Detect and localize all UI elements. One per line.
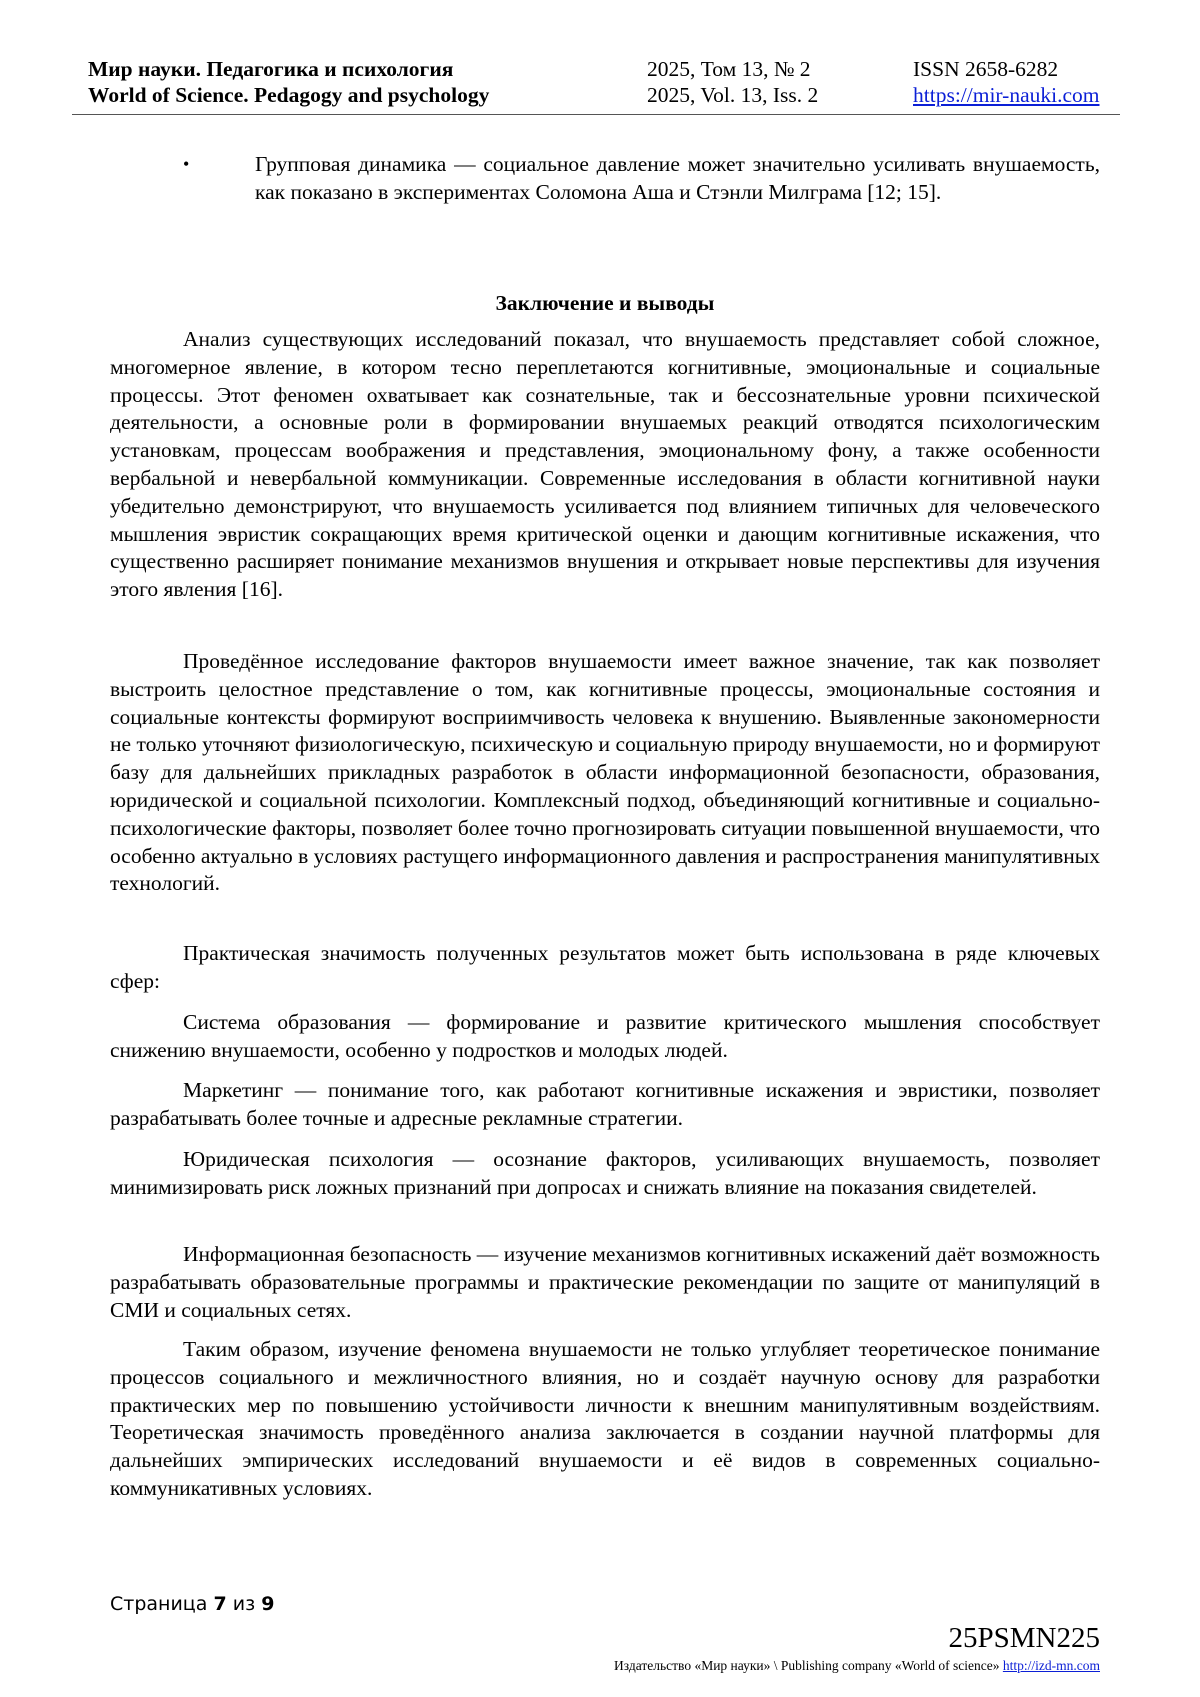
- issn: ISSN 2658-6282: [913, 57, 1059, 81]
- paragraph-education: Система образования — формирование и развитие критического мышления способствует снижению внушаемости, особенно у подростков и молодых людей.: [110, 1010, 1100, 1062]
- paragraph-practical-intro: Практическая значимость полученных результатов может быть использована в ряде ключевых сфер:: [110, 941, 1100, 993]
- publisher-text: Издательство «Мир науки» \ Publishing company «World of science»: [614, 1658, 1000, 1673]
- header-divider: [72, 114, 1120, 115]
- paragraph-marketing: Маркетинг — понимание того, как работают когнитивные искажения и эвристики, позволяет разрабатывать более точные и адресные рекламные стратегии.: [110, 1078, 1100, 1130]
- issue-info: [647, 56, 818, 108]
- journal-title-en: World of Science. Pedagogy and psychology: [88, 83, 490, 107]
- section-heading: Заключение и выводы: [495, 291, 715, 315]
- article-code: 25PSMN225: [948, 1622, 1100, 1654]
- paragraph-analysis: Анализ существующих исследований показал, что внушаемость представляет собой сложное, многомерное явление, в котором тесно переплетаются когнитивные, эмоциональные и социальные процессы. Этот феномен охватывает как сознательные, так и бессознательные уровни психической деятельности, а основные роли в формировании внушаемых реакций отводятся психологическим установкам, процессам воображения и представления, эмоциональному фону, а также особенности вербальной и невербальной коммуникации. Современные исследования в области когнитивной науки убедительно демонстрируют, что внушаемость усиливается под влиянием типичных для человеческого мышления эвристик сокращающих время критической оценки и дающим когнитивные искажения, что существенно расширяет понимание механизмов внушения и открывает новые перспективы для изучения этого явления [16].: [110, 327, 1100, 602]
- paragraph-info-security: Информационная безопасность — изучение механизмов когнитивных искажений даёт возможность разрабатывать образовательные программы и практические рекомендации по защите от манипуляций в СМИ и социальных сетях.: [110, 1242, 1100, 1322]
- issue-info-en: 2025, Vol. 13, Iss. 2: [647, 83, 819, 107]
- page-current: 7: [213, 1593, 227, 1615]
- page-word: Страница: [110, 1593, 208, 1615]
- journal-title: [88, 56, 489, 108]
- bullet-item: Групповая динамика — социальное давление может значительно усиливать внушаемость, как показано в экспериментах Соломона Аша и Стэнли Милграма [12; 15].: [255, 152, 1100, 204]
- paragraph-significance: Проведённое исследование факторов внушаемости имеет важное значение, так как позволяет выстроить целостное представление о том, как когнитивные процессы, эмоциональные состояния и социальные контексты формируют восприимчивость человека к внушению. Выявленные закономерности не только уточняют физиологическую, психическую и социальную природу внушаемости, но и формируют базу для дальнейших прикладных разработок в области информационной безопасности, образования, юридической и социальной психологии. Комплексный подход, объединяющий когнитивные и социально-психологические факторы, позволяет более точно прогнозировать ситуации повышенной внушаемости, что особенно актуально в условиях растущего информационного давления и распространения манипулятивных технологий.: [110, 649, 1100, 896]
- paragraph-conclusion: Таким образом, изучение феномена внушаемости не только углубляет теоретическое понимание процессов социального и межличностного влияния, но и создаёт научную основу для разработки практических мер по повышению устойчивости личности к внешним манипулятивным воздействиям. Теоретическая значимость проведённого анализа заключается в создании научной платформы для дальнейших эмпирических исследований внушаемости и её видов в современных социально-коммуникативных условиях.: [110, 1337, 1100, 1500]
- page-number: [110, 1592, 274, 1616]
- publisher-line: [614, 1658, 1100, 1674]
- page-of: из: [232, 1593, 256, 1615]
- page-total: 9: [261, 1593, 275, 1615]
- journal-title-ru: Мир науки. Педагогика и психология: [88, 57, 454, 81]
- issn-block: [913, 56, 1099, 108]
- issue-info-ru: 2025, Том 13, № 2: [647, 57, 811, 81]
- publisher-link[interactable]: http://izd-mn.com: [1002, 1658, 1100, 1673]
- paragraph-legal-psychology: Юридическая психология — осознание факторов, усиливающих внушаемость, позволяет минимизировать риск ложных признаний при допросах и снижать влияние на показания свидетелей.: [110, 1147, 1100, 1199]
- bullet-marker: •: [183, 154, 190, 174]
- journal-site-link[interactable]: https://mir-nauki.com: [913, 83, 1100, 107]
